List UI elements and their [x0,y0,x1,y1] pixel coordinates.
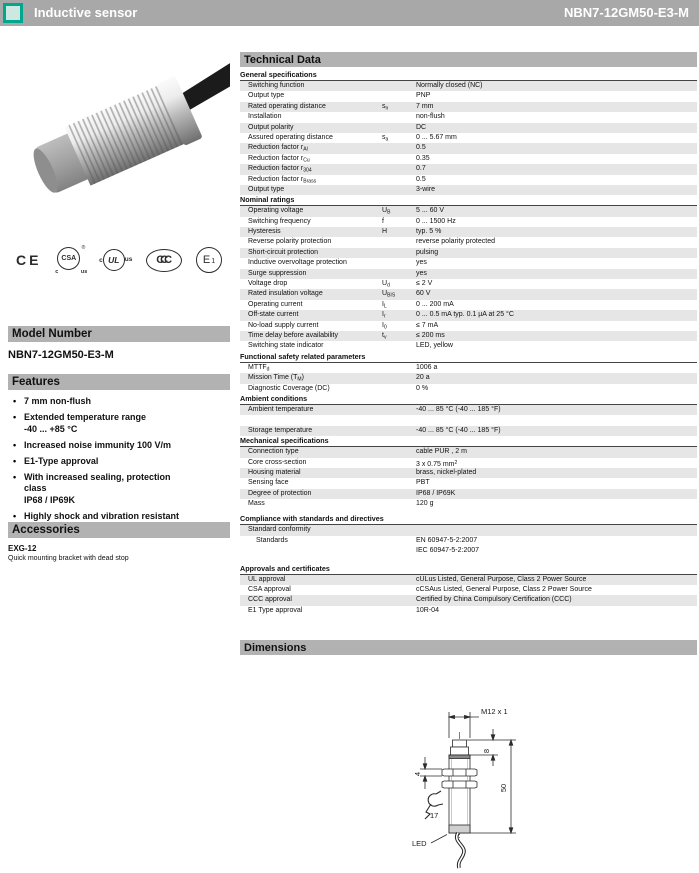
table-row [240,289,697,299]
row-value: Certified by China Compulsory Certification (CCC) [416,596,572,604]
row-value: PBT [416,479,430,487]
ul-mark-icon: c UL us [99,249,132,271]
row-value: non-flush [416,113,445,121]
row-value: 0 ... 200 mA [416,300,454,308]
wrench-size-label: 17 [430,811,439,820]
row-label [240,415,382,425]
table-row [240,426,697,436]
table-row [240,300,697,310]
table-row [240,384,697,394]
row-value: -40 ... 85 °C (-40 ... 185 °F) [416,426,501,434]
drawing-body [449,755,470,833]
row-label: Sensing face [248,479,289,487]
drawing-nut [442,781,477,788]
led-label: LED [412,839,427,848]
row-label: Reduction factor $r_{Al}$ [248,144,308,153]
row-symbol: H [382,228,388,236]
table-row [240,585,697,595]
row-symbol: $U_d$ [382,280,390,289]
e1-mark-icon: E 1 [196,247,222,273]
table-row [240,206,697,216]
features-list [8,396,230,527]
tip-length-label: 8 [482,748,491,754]
section-header: Functional safety related parameters [240,352,697,363]
technical-data-bar: Technical Data [240,52,697,67]
drawing-sensing-tip [453,740,467,747]
overall-length-label: 50 [499,783,508,793]
ce-mark-icon: CE [16,252,42,268]
row-symbol [382,468,416,478]
row-label: Output type [248,92,285,100]
table-row [240,133,697,143]
table-row [240,112,697,122]
table-row [240,415,697,425]
table-row [240,447,697,457]
table-row [240,91,697,101]
row-label: Rated operating distance [248,102,326,110]
table-row [240,341,697,351]
row-label: CSA approval [248,586,291,594]
bullet-icon: • [13,510,17,521]
row-label: Reduction factor $r_{Cu}$ [248,154,310,164]
row-symbol: $I_r$ [382,311,386,320]
row-symbol [382,81,416,91]
table-row [240,217,697,227]
table-row [240,363,697,373]
drawing-end-cap [449,825,470,833]
row-symbol [382,248,416,258]
bullet-icon: • [13,455,17,466]
row-label: $MTTF_d$ [248,363,270,373]
row-label: Mass [248,500,265,508]
row-symbol [382,91,416,101]
table-row [240,310,697,320]
row-symbol [382,237,416,247]
table-row [240,164,697,174]
row-label: Core cross-section [248,458,307,466]
feature-text: E1-Type approval [24,455,99,466]
table-section [240,70,697,195]
row-label: Installation [248,113,282,121]
page-header [0,0,699,26]
row-symbol [382,536,416,557]
table-row [240,123,697,133]
feature-text: Increased noise immunity 100 V/m [24,439,172,450]
row-value: 5 ... 60 V [416,207,445,215]
feature-text: With increased sealing, protection class IP68 / IP69K [24,471,171,505]
row-symbol [382,175,416,185]
table-row [240,227,697,237]
row-value: 60 V [416,290,431,298]
table-section [240,352,697,394]
nut-thickness-label: 4 [413,771,422,777]
row-value: 0 % [416,384,429,392]
row-label: Diagnostic Coverage (DC) [248,384,330,392]
row-symbol [382,447,416,457]
bullet-icon: • [13,471,17,482]
row-symbol [382,185,416,195]
accessory-item [8,544,230,562]
row-symbol [382,363,416,373]
header-model-number: NBN7-12GM50-E3-M [564,5,689,20]
table-row [240,321,697,331]
feature-item [8,396,230,408]
table-row [240,595,697,605]
row-value: 120 g [416,500,434,508]
row-value: cable PUR , 2 m [416,448,467,456]
row-value: ≤ 7 mA [416,321,439,329]
row-label: Ambient temperature [248,405,314,413]
table-section [240,564,697,617]
feature-text: 7 mm non-flush [24,396,91,406]
row-value: 20 a [416,374,430,382]
row-label: Off-state current [248,311,299,319]
row-label: UL approval [248,575,286,583]
row-symbol: $s_a$ [382,133,389,143]
row-value: typ. 5 % [416,228,442,236]
feature-item [8,440,230,452]
section-header: General specifications [240,70,697,81]
row-label: Operating voltage [248,207,304,215]
section-header: Ambient conditions [240,394,697,405]
feature-item [8,472,230,507]
table-section [240,195,697,351]
row-label: Standards [256,536,288,544]
section-header: Mechanical specifications [240,436,697,447]
row-symbol [382,585,416,595]
row-value: LED, yellow [416,342,453,350]
row-label: Reverse polarity protection [248,238,332,246]
row-symbol [382,595,416,605]
row-label: Rated insulation voltage [248,290,323,298]
row-symbol [382,489,416,499]
row-symbol: $s_n$ [382,102,389,112]
row-label: Reduction factor $r_{304}$ [248,165,312,174]
table-row [240,154,697,164]
row-label: CCC approval [248,596,292,604]
table-row [240,489,697,499]
table-row [240,525,697,535]
row-value: 3 x 0.75 $mm^2$ [416,459,458,468]
product-type-title: Inductive sensor [34,5,138,20]
row-symbol [382,112,416,122]
row-symbol [382,373,416,383]
row-label: Short-circuit protection [248,248,319,256]
product-photo [8,34,230,234]
row-value: cULus Listed, General Purpose, Class 2 Power Source [416,575,587,583]
row-value: Normally closed (NC) [416,82,483,89]
row-symbol [382,458,416,468]
table-row [240,175,697,185]
ccc-mark-icon: CCC [146,249,182,272]
brand-logo-icon [3,3,23,23]
table-section [240,394,697,436]
model-number-value: NBN7-12GM50-E3-M [8,349,114,361]
row-value: cCSAus Listed, General Purpose, Class 2 Power Source [416,586,592,594]
row-label: Connection type [248,448,299,456]
table-row [240,536,697,557]
row-value: 7 mm [416,102,434,110]
row-value: 1006 a [416,363,438,371]
table-row [240,143,697,153]
row-symbol [382,426,416,436]
bullet-icon: • [13,439,17,450]
row-symbol [382,575,416,585]
section-header: Compliance with standards and directives [240,514,697,525]
row-label: Mission Time $(T_M)$ [248,374,304,383]
table-row [240,458,697,468]
table-section [240,514,697,556]
row-value: 0.7 [416,165,426,173]
section-header: Approvals and certificates [240,564,697,575]
table-row [240,468,697,478]
row-symbol: $I_L$ [382,300,387,310]
table-row [240,405,697,415]
row-label: Standard conformity [248,526,311,534]
row-value: 3-wire [416,185,436,193]
row-symbol [382,269,416,279]
row-value: 0 ... 1500 Hz [416,217,456,225]
feature-text: Highly shock and vibration resistant [24,510,180,521]
table-section [240,436,697,509]
features-bar: Features [8,374,230,390]
row-symbol [382,478,416,488]
row-label: Output type [248,185,285,193]
dimensions-bar: Dimensions [240,640,697,655]
table-row [240,279,697,289]
row-label: Switching frequency [248,217,311,225]
certification-icons [8,242,230,278]
row-value: 0 ... 0.5 mA typ. 0.1 µA at 25 °C [416,311,514,319]
table-row [240,269,697,279]
row-symbol [382,499,416,509]
table-row [240,606,697,616]
feature-item [8,511,230,523]
row-value: brass, nickel-plated [416,468,477,476]
row-value: reverse polarity protected [416,238,495,246]
row-label: Voltage drop [248,280,288,288]
section-header: Nominal ratings [240,195,697,206]
row-label: Storage temperature [248,426,313,434]
row-symbol [382,606,416,616]
row-label: Hysteresis [248,228,281,236]
table-row [240,237,697,247]
row-value: PNP [416,92,431,100]
row-label: Inductive overvoltage protection [248,259,347,267]
feature-item [8,412,230,435]
row-label: Switching function [248,82,305,89]
table-row [240,373,697,383]
table-row [240,258,697,268]
table-row [240,102,697,112]
row-symbol [382,154,416,164]
row-label: No-load supply current [248,321,319,329]
row-symbol [382,341,416,351]
csa-mark-icon: CSA ® c us [55,245,88,275]
row-value [416,415,697,425]
row-label: Reduction factor $r_{Brass}$ [248,175,317,185]
thread-size-label: M12 x 1 [481,707,508,716]
row-value: yes [416,269,427,277]
row-label: Assured operating distance [248,133,333,141]
row-value: EN 60947-5-2:2007 IEC 60947-5-2:2007 [416,536,480,555]
row-value: DC [416,123,427,131]
row-symbol [382,405,416,415]
row-symbol [382,123,416,133]
row-symbol [382,415,416,425]
accessory-name: EXG-12 [8,544,37,553]
row-value: 10R-04 [416,606,439,614]
row-symbol [382,164,416,174]
row-value: 0 ... 5.67 mm [416,133,457,141]
feature-item [8,456,230,468]
row-label: E1 Type approval [248,606,303,614]
table-row [240,248,697,258]
row-value: yes [416,259,427,267]
row-value: 0.5 [416,175,426,183]
row-value: 0.35 [416,154,430,162]
accessory-description: Quick mounting bracket with dead stop [8,555,129,562]
table-row [240,185,697,195]
bullet-icon: • [13,412,17,422]
row-value: -40 ... 85 °C (-40 ... 185 °F) [416,405,501,413]
feature-text: Extended temperature range -40 ... +85 °C [24,412,147,434]
row-label: Switching state indicator [248,342,324,350]
row-symbol: $t_v$ [382,331,387,341]
table-row [240,575,697,585]
row-label: Output polarity [248,123,294,131]
table-row [240,478,697,488]
bullet-icon: • [13,396,17,406]
row-symbol: $U_B$ [382,207,391,216]
table-row [240,499,697,509]
dimension-drawing [390,698,540,873]
row-label: Surge suppression [248,269,307,277]
row-label: Time delay before availability [248,331,339,339]
row-value: ≤ 200 ms [416,331,445,339]
table-row [240,331,697,341]
table-row [240,81,697,91]
row-symbol: f [382,217,384,225]
row-value: IP68 / IP69K [416,489,456,497]
row-value [416,525,697,535]
row-symbol [382,258,416,268]
accessories-bar: Accessories [8,522,230,538]
drawing-nut [442,769,477,776]
model-number-bar: Model Number [8,326,230,342]
row-symbol [382,143,416,153]
row-value: ≤ 2 V [416,280,433,288]
row-symbol [382,384,416,394]
row-value: 0.5 [416,144,426,152]
row-label: Operating current [248,300,303,308]
row-symbol: $I_0$ [382,321,387,331]
row-value: pulsing [416,248,439,256]
technical-data-table [240,70,697,616]
row-label: Degree of protection [248,489,312,497]
row-symbol [382,525,416,535]
row-symbol: $U_{BIS}$ [382,290,396,299]
row-label: Housing material [248,468,301,476]
